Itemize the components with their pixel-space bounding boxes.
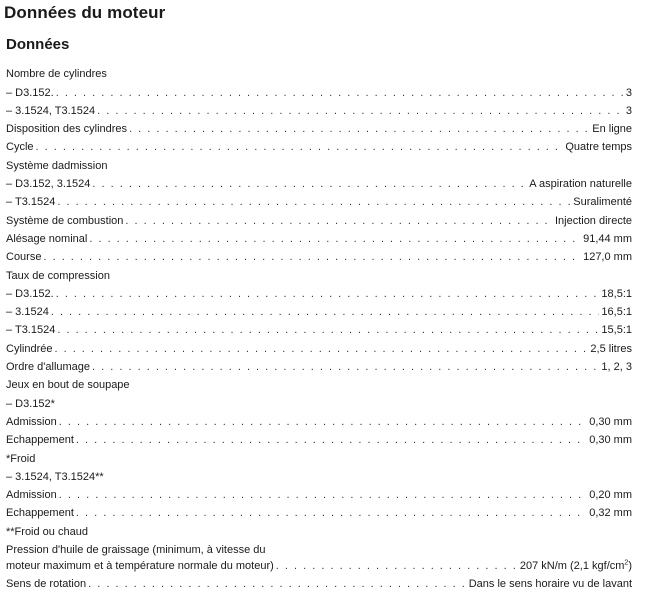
spec-label: – D3.152, 3.1524: [6, 178, 91, 191]
dot-leader: [36, 141, 564, 153]
spec-label: Admission: [6, 415, 57, 428]
spec-label: Course: [6, 251, 42, 264]
spec-row: [6, 245, 632, 263]
spec-value: 1, 2, 3: [601, 361, 632, 374]
spec-value: 16,5:1: [601, 306, 632, 319]
spec-label: Sens de rotation: [6, 578, 87, 591]
dot-leader: [92, 361, 599, 373]
spec-label: moteur maximum et à température normale du moteur): [6, 560, 274, 573]
spec-label: Système dadmission: [6, 159, 108, 172]
dot-leader: [57, 324, 599, 336]
spec-value: 0,32 mm: [589, 507, 632, 520]
spec-value: 0,20 mm: [589, 489, 632, 502]
spec-row: [6, 80, 632, 98]
spec-value: 91,44 mm: [583, 232, 632, 245]
spec-label: *Froid: [6, 452, 36, 465]
dot-leader: [43, 251, 581, 263]
spec-label: Admission: [6, 489, 57, 502]
spec-label: Cylindrée: [6, 342, 53, 355]
spec-row: [6, 538, 632, 556]
spec-row: [6, 99, 632, 117]
dot-leader: [56, 288, 600, 300]
dot-leader: [51, 306, 600, 318]
spec-row: [6, 572, 632, 590]
spec-label: Ordre d'allumage: [6, 361, 91, 374]
spec-value: A aspiration naturelle: [529, 178, 632, 191]
spec-row: [6, 227, 632, 245]
spec-row: [6, 172, 632, 190]
spec-row: [6, 410, 632, 428]
spec-label: – T3.1524: [6, 324, 56, 337]
page-title: Données du moteur: [4, 3, 166, 22]
spec-row: [6, 135, 632, 153]
spec-label: – 3.1524, T3.1524**: [6, 470, 104, 483]
spec-row: [6, 300, 632, 318]
spec-value: 2,5 litres: [590, 342, 632, 355]
spec-row: [6, 263, 632, 281]
spec-value: 0,30 mm: [589, 434, 632, 447]
spec-label: Pression d'huile de graissage (minimum, à vitesse du: [6, 544, 266, 557]
dot-leader: [59, 489, 587, 501]
spec-row: [6, 391, 632, 409]
spec-label: Echappement: [6, 434, 74, 447]
dot-leader: [54, 343, 588, 355]
spec-row: [6, 483, 632, 501]
dot-leader: [129, 123, 590, 135]
spec-label: Taux de compression: [6, 269, 110, 282]
spec-label: – D3.152*: [6, 397, 55, 410]
spec-label: Jeux en bout de soupape: [6, 379, 130, 392]
dot-leader: [57, 196, 571, 208]
oil-pressure-value: 207 kN/m (2,1 kgf/cm: [519, 560, 625, 573]
spec-label: – 3.1524, T3.1524: [6, 104, 96, 117]
section-title: Données: [6, 36, 70, 53]
spec-row: [6, 519, 632, 537]
spec-label: – T3.1524: [6, 196, 56, 209]
spec-label: – D3.152.: [6, 86, 54, 99]
spec-label: Disposition des cylindres: [6, 123, 128, 136]
dot-leader: [89, 233, 581, 245]
dot-leader: [76, 507, 587, 519]
spec-value: Injection directe: [554, 214, 632, 227]
spec-label: **Froid ou chaud: [6, 525, 88, 538]
dot-leader: [56, 87, 624, 99]
spec-value: 0,30 mm: [589, 415, 632, 428]
spec-row: [6, 153, 632, 171]
spec-value: Suralimenté: [573, 196, 632, 209]
spec-value: [520, 560, 632, 572]
spec-row: [6, 501, 632, 519]
spec-label: Alésage nominal: [6, 232, 88, 245]
spec-row: [6, 208, 632, 226]
dot-leader: [276, 560, 518, 572]
spec-value: Quatre temps: [565, 141, 632, 154]
spec-row: [6, 62, 632, 80]
spec-label: Echappement: [6, 507, 74, 520]
oil-pressure-value-end: ): [628, 560, 632, 573]
spec-row: [6, 190, 632, 208]
spec-row: [6, 282, 632, 300]
spec-label: Nombre de cylindres: [6, 68, 107, 81]
dot-leader: [88, 578, 467, 590]
dot-leader: [97, 105, 624, 117]
spec-value: En ligne: [592, 123, 632, 136]
dot-leader: [76, 434, 587, 446]
spec-value: 18,5:1: [601, 287, 632, 300]
oil-pressure-unit-exponent: 2: [624, 559, 629, 567]
spec-row: [6, 355, 632, 373]
spec-label: – D3.152.: [6, 287, 54, 300]
dot-leader: [92, 178, 527, 190]
spec-value: 3: [625, 86, 632, 99]
spec-row: [6, 465, 632, 483]
spec-row: [6, 373, 632, 391]
spec-value: Dans le sens horaire vu de lavant: [468, 578, 632, 591]
dot-leader: [125, 215, 553, 227]
spec-row: [6, 556, 632, 572]
spec-row: [6, 446, 632, 464]
spec-row: [6, 117, 632, 135]
spec-value: 127,0 mm: [583, 251, 632, 264]
spec-label: Cycle: [6, 141, 34, 154]
spec-row: [6, 318, 632, 336]
spec-row: [6, 428, 632, 446]
spec-value: 3: [625, 104, 632, 117]
spec-label: Système de combustion: [6, 214, 124, 227]
dot-leader: [59, 416, 587, 428]
spec-value: 15,5:1: [601, 324, 632, 337]
spec-row: [6, 336, 632, 354]
spec-list: [6, 62, 632, 590]
spec-label: – 3.1524: [6, 306, 49, 319]
